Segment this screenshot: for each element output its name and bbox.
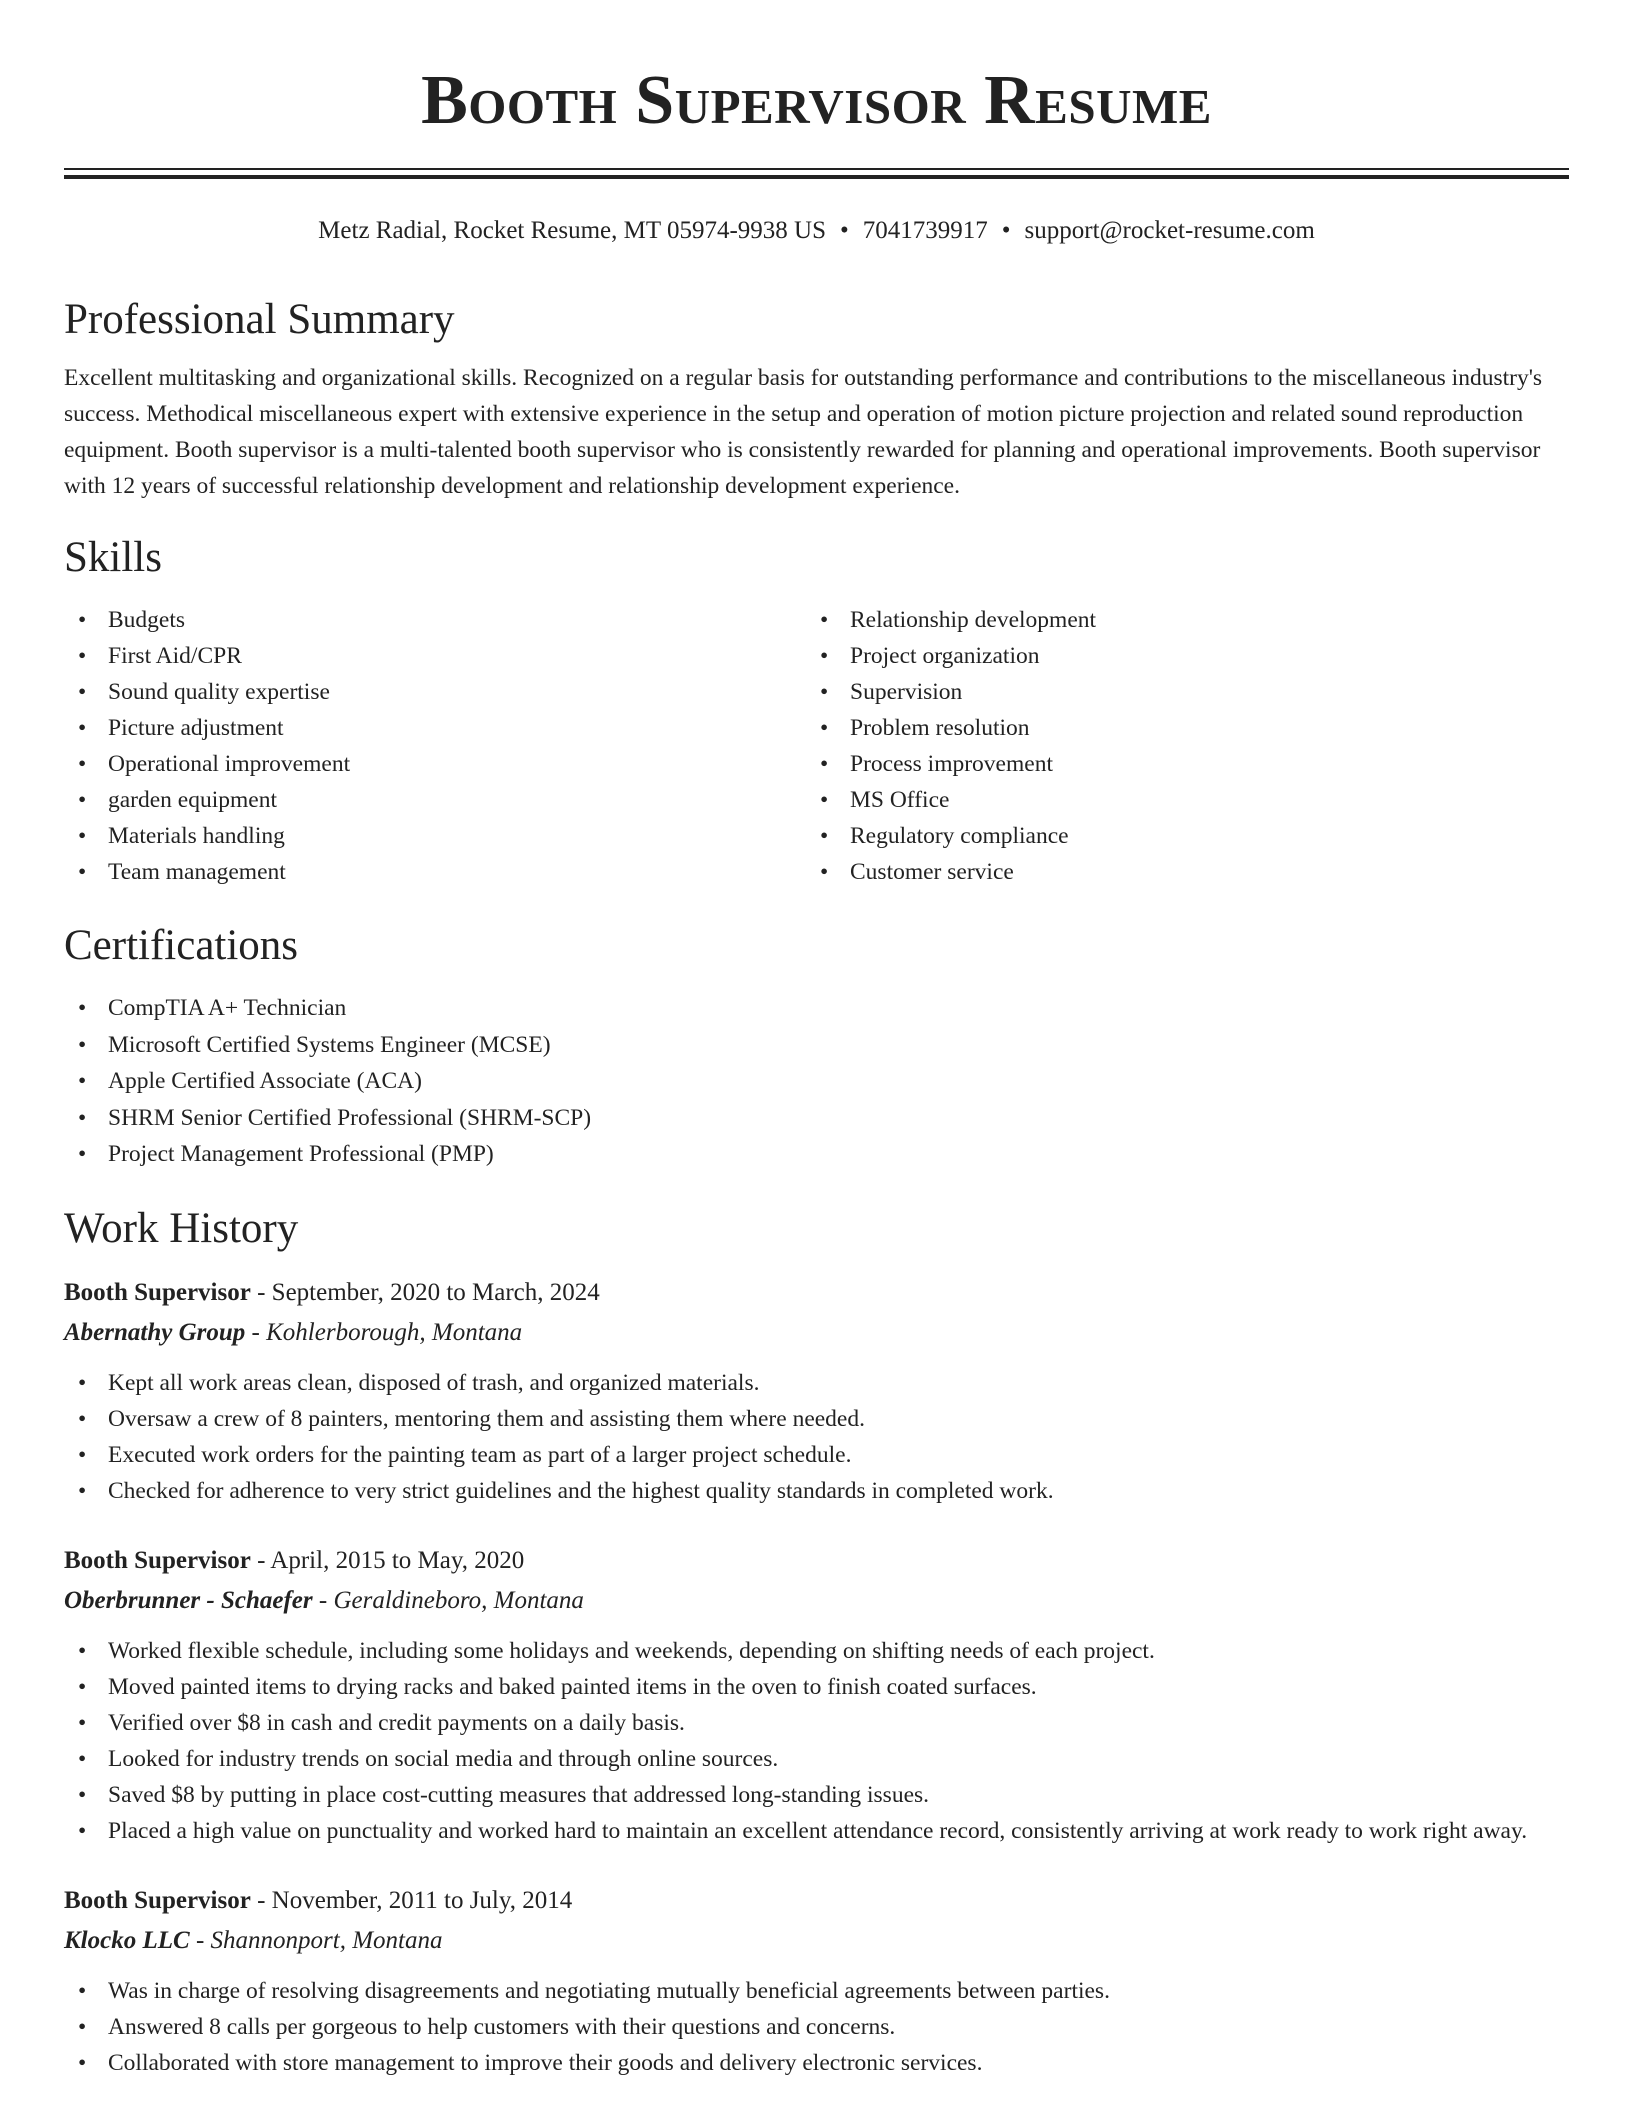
job-bullet: • Executed work orders for the painting team as part of a larger project schedule. [64,1437,1569,1473]
skill-item: • Problem resolution [806,710,1548,746]
job-company: Oberbrunner - Schaefer [64,1586,313,1614]
job-title: Booth Supervisor [64,1886,251,1914]
contact-separator: • [1001,217,1011,244]
summary-section [64,290,1569,504]
skills-list-left [64,602,806,890]
certifications-section [64,916,1569,1173]
job-bullets [64,1633,1569,1849]
job-bullet: • Oversaw a crew of 8 painters, mentoring them and assisting them where needed. [64,1401,1569,1437]
job-title-line: Booth Supervisor - April, 2015 to May, 2020 [64,1546,525,1574]
skill-item: • Supervision [806,674,1548,710]
certification-item: • Project Management Professional (PMP) [64,1136,1569,1173]
section-heading-certifications: Certifications [64,922,299,969]
job-title: Booth Supervisor [64,1546,251,1574]
job-bullet: • Answered 8 calls per gorgeous to help customers with their questions and concerns. [64,2009,1569,2045]
job-bullet: • Verified over $8 in cash and credit payments on a daily basis. [64,1705,1569,1741]
work-history-section [64,1199,1569,2081]
certifications-list [64,990,1569,1173]
certification-item: • CompTIA A+ Technician [64,990,1569,1027]
skill-item: • Picture adjustment [64,710,806,746]
section-heading-skills: Skills [64,534,162,581]
certification-item: • SHRM Senior Certified Professional (SHRM-SCP) [64,1100,1569,1137]
contact-address: Metz Radial, Rocket Resume, MT 05974-9938 US [318,217,826,244]
contact-email[interactable]: support@rocket-resume.com [1024,217,1315,244]
skill-item: • Operational improvement [64,746,806,782]
section-heading-summary: Professional Summary [64,296,455,343]
job-bullet: • Checked for adherence to very strict guidelines and the highest quality standards in completed work. [64,1473,1569,1509]
skill-item: • Process improvement [806,746,1548,782]
contact-phone[interactable]: 7041739917 [862,217,988,244]
job-dates: November, 2011 to July, 2014 [271,1886,573,1914]
skills-list-right [806,602,1548,890]
job-bullet: • Collaborated with store management to improve their goods and delivery electronic services. [64,2045,1569,2081]
job-location: Geraldineboro, Montana [333,1586,584,1614]
job-bullet: • Moved painted items to drying racks and baked painted items in the oven to finish coated surfaces. [64,1669,1569,1705]
certification-item: • Apple Certified Associate (ACA) [64,1063,1569,1100]
job-bullets [64,1365,1569,1509]
skill-item: • garden equipment [64,782,806,818]
job-company-line: Abernathy Group - Kohlerborough, Montana [64,1318,523,1346]
job-title-line: Booth Supervisor - September, 2020 to March, 2024 [64,1278,600,1306]
section-heading-work-history: Work History [64,1204,299,1252]
job-company: Klocko LLC [64,1926,190,1954]
skill-item: • MS Office [806,782,1548,818]
job-bullet: • Was in charge of resolving disagreements and negotiating mutually beneficial agreements between parties. [64,1973,1569,2009]
skill-item: • Regulatory compliance [806,818,1548,854]
job-entry [64,1273,1569,1509]
job-title-line: Booth Supervisor - November, 2011 to July, 2014 [64,1886,573,1914]
job-bullets [64,1973,1569,2081]
skill-item: • First Aid/CPR [64,638,806,674]
divider-thick-line [64,175,1569,179]
resume-title: Booth Supervisor Resume [421,62,1212,139]
job-title: Booth Supervisor [64,1278,251,1306]
job-dates: September, 2020 to March, 2024 [271,1278,600,1306]
job-location: Shannonport, Montana [210,1926,443,1954]
skill-item: • Customer service [806,854,1548,890]
job-bullet: • Kept all work areas clean, disposed of trash, and organized materials. [64,1365,1569,1401]
resume-body [64,290,1569,2081]
job-bullet: • Saved $8 by putting in place cost-cutting measures that addressed long-standing issues. [64,1777,1569,1813]
contact-separator: • [839,217,849,244]
job-location: Kohlerborough, Montana [266,1318,523,1346]
summary-text: Excellent multitasking and organizational skills. Recognized on a regular basis for outstanding performance and contributions to the miscellaneous industry's success. Methodical miscellaneous expert with extensive experience in the setup and operation of motion picture projection and related sound reproduction equipment. Booth supervisor is a multi-talented booth supervisor who is consistently rewarded for planning and operational improvements. Booth supervisor with 12 years of successful relationship development and relationship development experience. [64,365,1543,499]
divider-thin-line [64,168,1569,170]
job-bullet: • Placed a high value on punctuality and worked hard to maintain an excellent attendance record, consistently arriving at work ready to work right away. [64,1813,1569,1849]
skill-item: • Budgets [64,602,806,638]
skill-item: • Materials handling [64,818,806,854]
skills-section [64,528,1569,890]
skill-item: • Team management [64,854,806,890]
job-company: Abernathy Group [64,1318,246,1346]
certification-item: • Microsoft Certified Systems Engineer (MCSE) [64,1027,1569,1064]
job-bullet: • Looked for industry trends on social media and through online sources. [64,1741,1569,1777]
job-company-line: Klocko LLC - Shannonport, Montana [64,1926,443,1954]
job-entry [64,1541,1569,1849]
skill-item: • Relationship development [806,602,1548,638]
skill-item: • Sound quality expertise [64,674,806,710]
skill-item: • Project organization [806,638,1548,674]
title-divider [64,168,1569,179]
skills-columns [64,602,1569,890]
job-bullet: • Worked flexible schedule, including some holidays and weekends, depending on shifting needs of each project. [64,1633,1569,1669]
contact-line [64,214,1569,248]
job-entry [64,1881,1569,2081]
job-company-line: Oberbrunner - Schaefer - Geraldineboro, Montana [64,1586,584,1614]
job-dates: April, 2015 to May, 2020 [270,1546,525,1574]
